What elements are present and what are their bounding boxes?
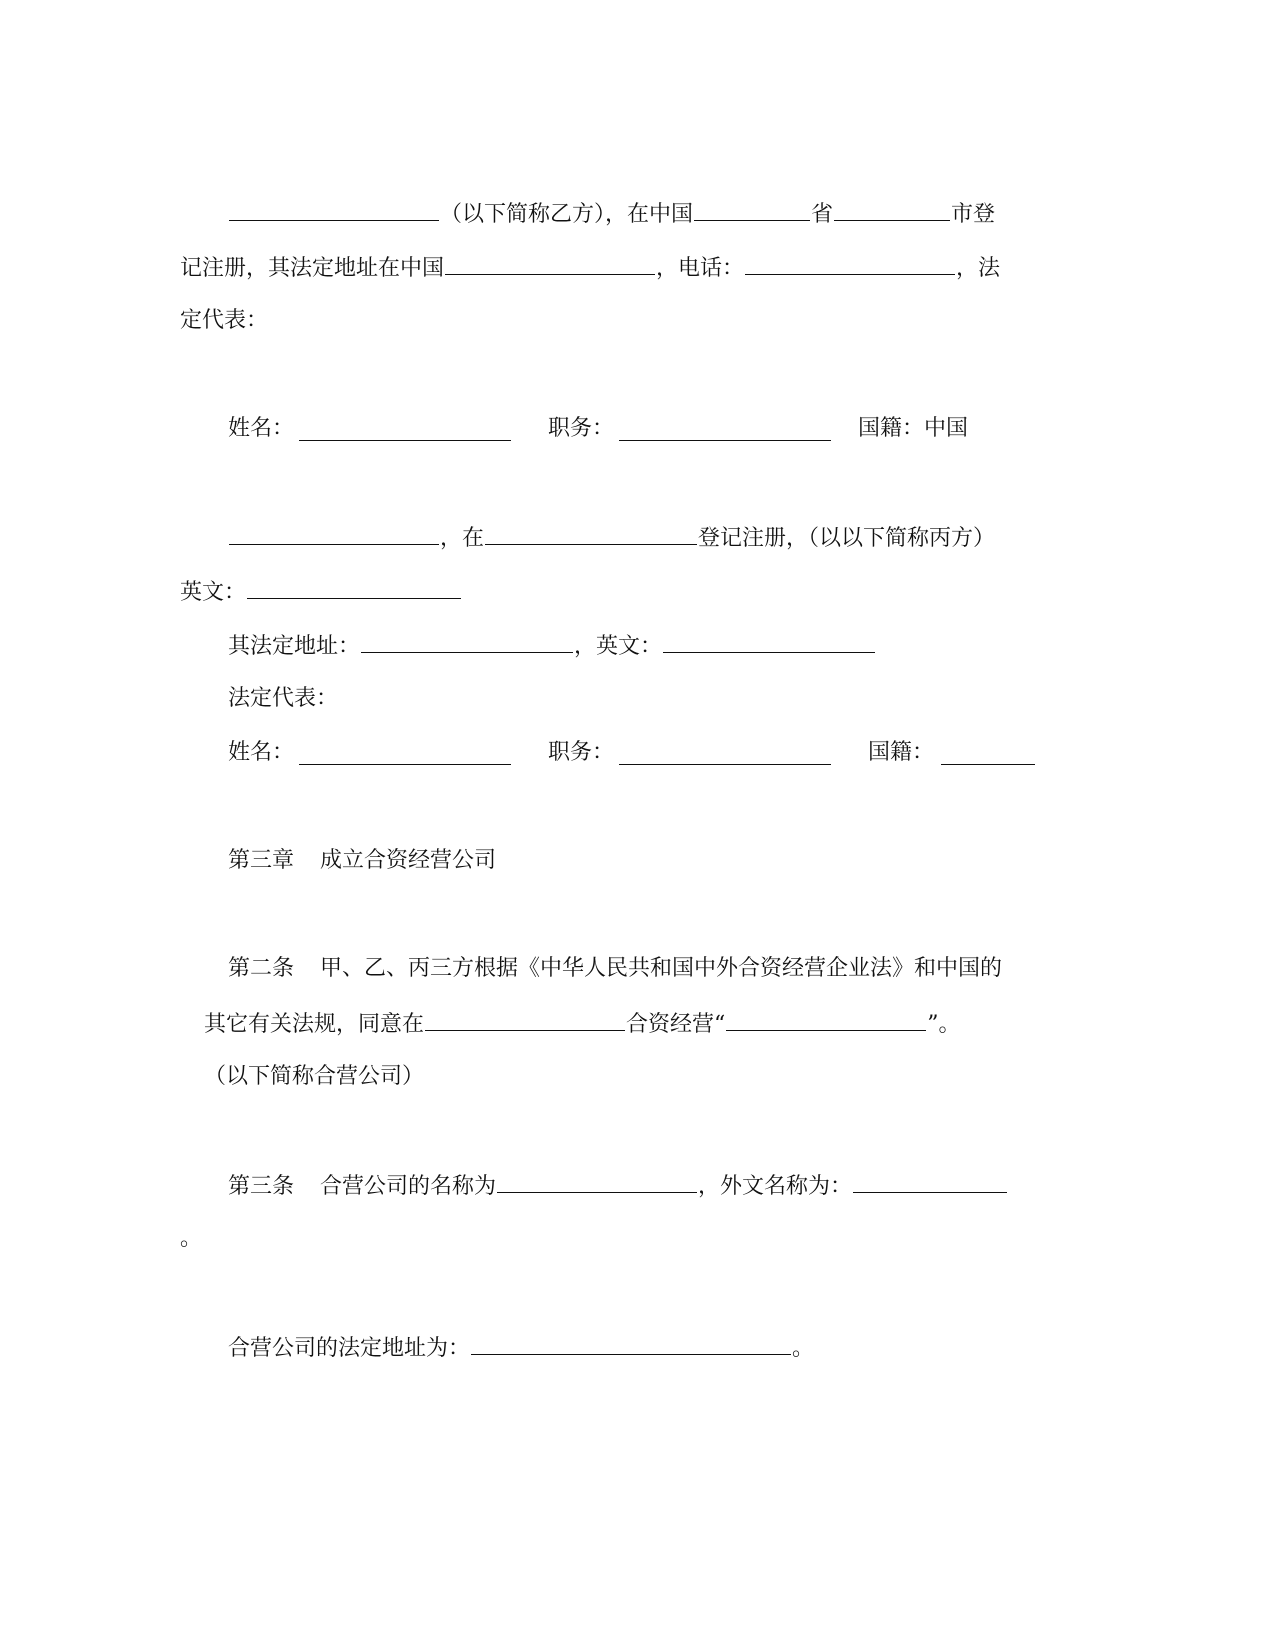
blank-jv-name[interactable] xyxy=(726,1008,926,1031)
party-b-title-label: 职务： xyxy=(548,416,615,441)
party-c-title-label: 职务： xyxy=(548,740,615,765)
blank-jv-location[interactable] xyxy=(425,1008,625,1031)
blank-party-b-name[interactable] xyxy=(229,198,439,221)
chapter-title: 成立合资经营公司 xyxy=(320,848,497,873)
party-c-line-1 xyxy=(228,522,995,552)
blank-party-c-address[interactable] xyxy=(361,630,573,653)
party-c-address-label: 其法定地址： xyxy=(228,634,361,659)
blank-party-b-phone[interactable] xyxy=(745,252,955,275)
blank-company-foreign-name[interactable] xyxy=(853,1170,1007,1193)
article-2-line-1 xyxy=(228,954,1002,984)
blank-party-c-address-english[interactable] xyxy=(663,630,875,653)
article-2-line-3: （以下简称合营公司） xyxy=(204,1064,425,1089)
party-c-name-label: 姓名： xyxy=(228,740,295,765)
party-c-nationality-label: 国籍： xyxy=(868,740,935,765)
article-3-text-1: 合营公司的名称为 xyxy=(320,1174,497,1199)
party-c-address-line xyxy=(228,630,876,660)
chapter-heading xyxy=(228,846,496,876)
party-b-line-1 xyxy=(228,198,995,228)
party-b-rep-line xyxy=(228,414,1038,444)
address-clause-text-2: 。 xyxy=(792,1336,815,1361)
party-c-text-2: 登记注册，（以以下简称丙方） xyxy=(698,526,996,551)
article-2-number: 第二条 xyxy=(228,956,295,981)
blank-party-c-rep-title[interactable] xyxy=(619,742,831,765)
article-3-tail: 。 xyxy=(180,1226,203,1251)
blank-company-address[interactable] xyxy=(471,1332,791,1355)
article-2-text-3: 合资经营“ xyxy=(626,1012,726,1037)
article-3-text-2: ，外文名称为： xyxy=(698,1174,853,1199)
party-b-text-5: ，电话： xyxy=(656,256,745,281)
party-b-nationality: 国籍：中国 xyxy=(858,416,969,441)
party-c-english-label: 英文： xyxy=(180,580,247,605)
blank-company-name[interactable] xyxy=(497,1170,697,1193)
article-2-line-2 xyxy=(204,1008,961,1038)
party-b-text-2: 省 xyxy=(811,202,834,227)
article-3-number: 第三条 xyxy=(228,1174,295,1199)
party-b-text-4: 记注册，其法定地址在中国 xyxy=(180,256,445,281)
address-clause-text-1: 合营公司的法定地址为： xyxy=(228,1336,471,1361)
blank-party-c-nationality[interactable] xyxy=(941,742,1035,765)
blank-province[interactable] xyxy=(694,198,810,221)
blank-party-c-english-name[interactable] xyxy=(247,576,461,599)
party-b-name-label: 姓名： xyxy=(228,416,295,441)
blank-city[interactable] xyxy=(834,198,950,221)
party-b-text-6: ，法 xyxy=(956,256,1001,281)
party-b-text-1: （以下简称乙方），在中国 xyxy=(440,202,694,227)
blank-party-b-rep-title[interactable] xyxy=(619,418,831,441)
article-2-text-1: 甲、乙、丙三方根据《中华人民共和国中外合资经营企业法》和中国的 xyxy=(320,956,1003,981)
party-b-line-3: 定代表： xyxy=(180,308,269,333)
blank-party-c-registry[interactable] xyxy=(485,522,697,545)
party-c-rep-line xyxy=(228,738,1038,768)
party-b-line-2 xyxy=(180,252,1000,282)
blank-party-c-rep-name[interactable] xyxy=(299,742,511,765)
article-3-line xyxy=(228,1170,1008,1200)
party-b-text-3: 市登 xyxy=(951,202,996,227)
blank-party-b-address[interactable] xyxy=(445,252,655,275)
article-2-text-2: 其它有关法规，同意在 xyxy=(204,1012,425,1037)
party-c-rep-label: 法定代表： xyxy=(228,686,339,711)
article-2-text-4: ”。 xyxy=(927,1012,961,1037)
blank-party-b-rep-name[interactable] xyxy=(299,418,511,441)
party-c-text-1: ，在 xyxy=(440,526,485,551)
chapter-number: 第三章 xyxy=(228,848,295,873)
party-c-english-line xyxy=(180,576,462,606)
blank-party-c-name[interactable] xyxy=(229,522,439,545)
party-c-address-english-label: ，英文： xyxy=(574,634,663,659)
address-clause xyxy=(228,1332,814,1362)
